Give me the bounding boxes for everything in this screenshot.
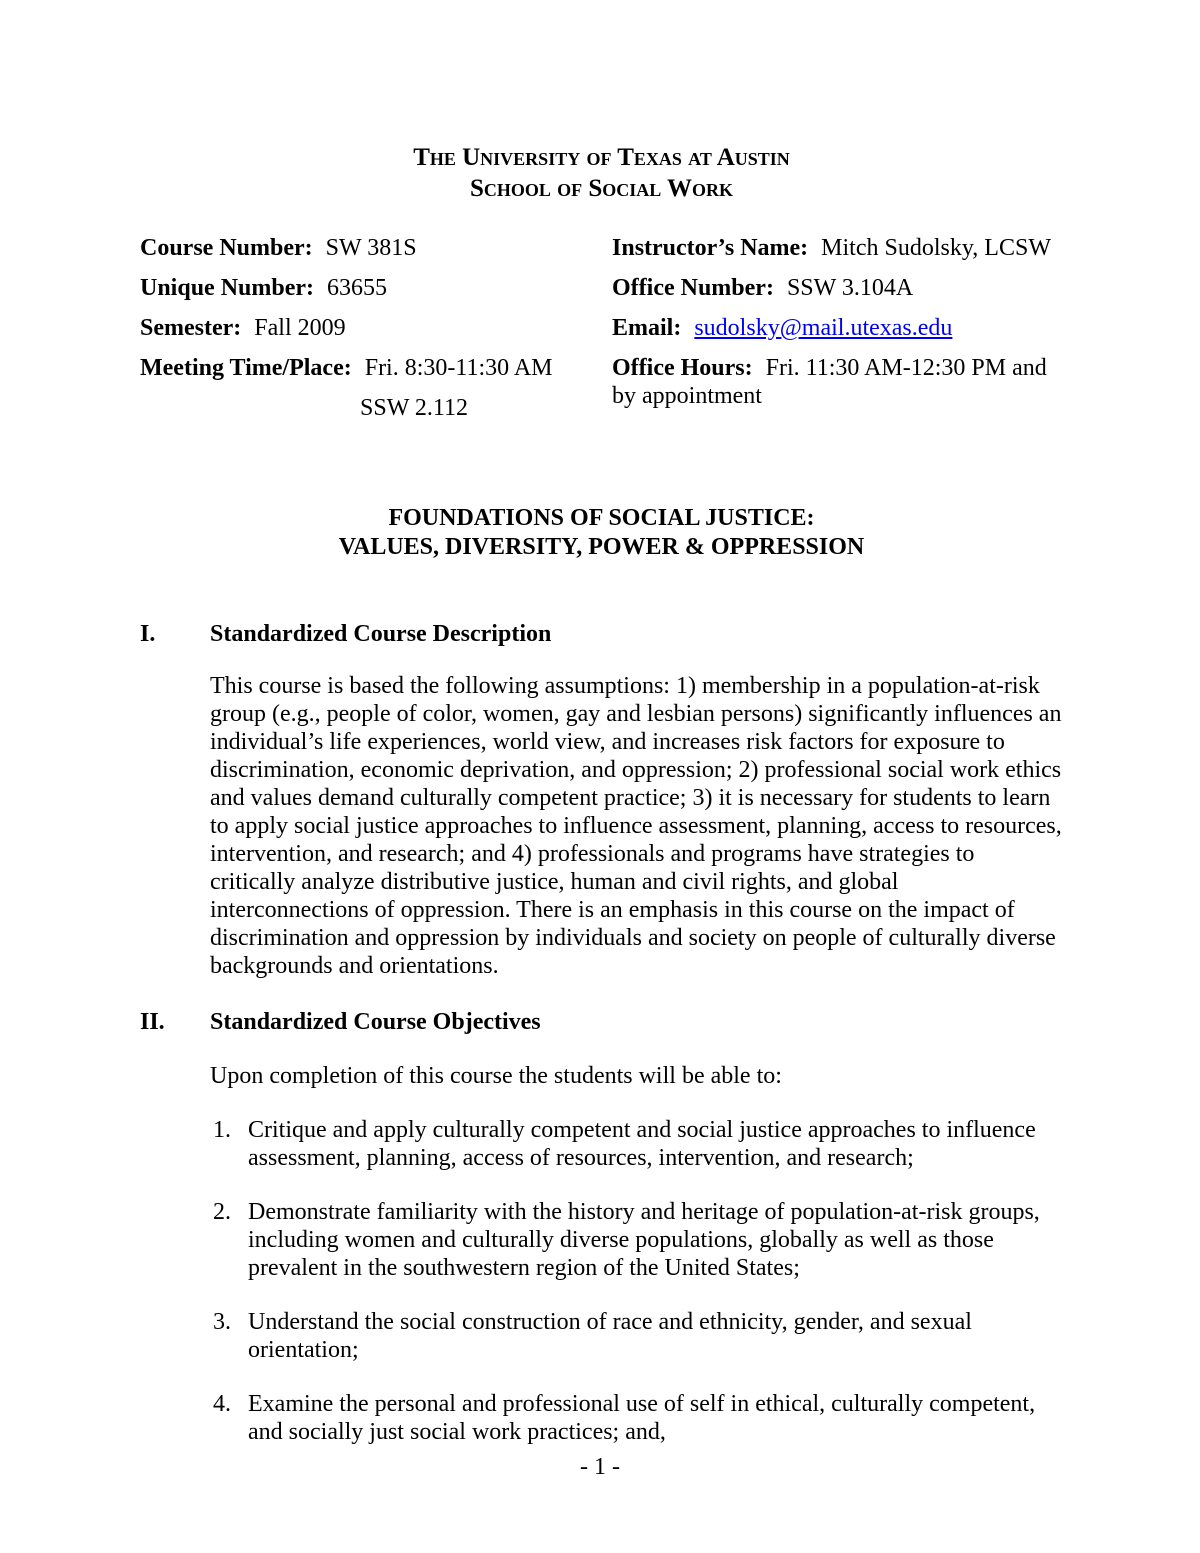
objective-item-4 bbox=[213, 1390, 1063, 1446]
meeting-separator: : bbox=[343, 355, 352, 381]
course-info-block bbox=[140, 234, 1063, 434]
document-header bbox=[140, 142, 1063, 204]
office-number-separator: : bbox=[765, 275, 774, 301]
office-number-label: Office Number bbox=[612, 275, 766, 301]
page-number-footer: - 1 - bbox=[580, 1454, 620, 1480]
objective-4-number: 4. bbox=[213, 1391, 231, 1417]
meeting-time-value: Fri. 8:30-11:30 AM bbox=[364, 355, 553, 381]
office-number-value: SSW 3.104A bbox=[786, 275, 914, 301]
instructor-separator: : bbox=[800, 235, 809, 261]
meeting-place-value: SSW 2.112 bbox=[360, 395, 469, 421]
office-hours-separator: : bbox=[744, 355, 753, 381]
objective-2-text: Demonstrate familiarity with the history and heritage of population-at-risk groups, including women and culturally diverse populations, globally as well as those prevalent in the southwestern region of the United States; bbox=[248, 1199, 1040, 1281]
section-1-heading-text: Standardized Course Description bbox=[210, 621, 552, 647]
course-info-right-column bbox=[612, 234, 1063, 434]
instructor-name-label: Instructor’s Name bbox=[612, 235, 801, 261]
course-title-line2: VALUES, DIVERSITY, POWER & OPPRESSION bbox=[338, 534, 865, 560]
objective-1-text: Critique and apply culturally competent and social justice approaches to influence assessment, planning, access of resources, intervention, and research; bbox=[248, 1117, 1036, 1171]
course-number-value: SW 381S bbox=[325, 235, 417, 261]
semester-separator: : bbox=[233, 315, 242, 341]
section-2-numeral: II. bbox=[140, 1009, 165, 1035]
course-info-left-column bbox=[140, 234, 612, 434]
office-number-row bbox=[612, 274, 1063, 302]
objective-2-number: 2. bbox=[213, 1199, 231, 1225]
course-number-separator: : bbox=[304, 235, 313, 261]
unique-number-separator: : bbox=[306, 275, 315, 301]
semester-row bbox=[140, 314, 612, 342]
unique-number-value: 63655 bbox=[327, 275, 388, 301]
email-link[interactable]: sudolsky@mail.utexas.edu bbox=[694, 315, 953, 341]
meeting-time-place-row bbox=[140, 354, 612, 422]
section-1-numeral: I. bbox=[140, 621, 156, 647]
unique-number-label: Unique Number bbox=[140, 275, 307, 301]
section-2-heading-text: Standardized Course Objectives bbox=[210, 1009, 541, 1035]
objective-1-number: 1. bbox=[213, 1117, 231, 1143]
unique-number-row bbox=[140, 274, 612, 302]
objective-3-number: 3. bbox=[213, 1309, 231, 1335]
section-2-heading bbox=[140, 1008, 1063, 1036]
office-hours-value: Fri. 11:30 AM-12:30 PM and by appointment bbox=[612, 355, 1047, 409]
objective-item-1 bbox=[213, 1116, 1063, 1172]
email-row bbox=[612, 314, 1063, 342]
email-label: Email bbox=[612, 315, 674, 341]
semester-value: Fall 2009 bbox=[254, 315, 346, 341]
course-description-paragraph: This course is based the following assumptions: 1) membership in a population-at-risk group (e.g., people of color, women, gay and lesbian persons) significantly influences an individual’s life experiences, world view, and increases risk factors for exposure to discrimination, economic deprivation, and oppression; 2) professional social work ethics and values demand culturally competent practice; 3) it is necessary for students to learn to apply social justice approaches to influence assessment, planning, access to resources, intervention, and research; and 4) professionals and programs have strategies to critically analyze distributive justice, human and civil rights, and global interconnections of oppression. There is an emphasis in this course on the impact of discrimination and oppression by individuals and society on people of culturally diverse backgrounds and orientations. bbox=[210, 673, 1062, 979]
email-separator: : bbox=[673, 315, 682, 341]
office-hours-label: Office Hours bbox=[612, 355, 745, 381]
course-number-row bbox=[140, 234, 612, 262]
objectives-intro: Upon completion of this course the students will be able to: bbox=[210, 1063, 782, 1089]
meeting-time-place-label: Meeting Time/Place bbox=[140, 355, 344, 381]
instructor-name-value: Mitch Sudolsky, LCSW bbox=[821, 235, 1051, 261]
section-1-heading bbox=[140, 620, 1063, 648]
course-title bbox=[140, 504, 1063, 562]
office-hours-row bbox=[612, 354, 1063, 410]
course-title-line1: FOUNDATIONS OF SOCIAL JUSTICE: bbox=[388, 505, 815, 531]
semester-label: Semester bbox=[140, 315, 234, 341]
objective-item-2 bbox=[213, 1198, 1063, 1282]
instructor-name-row bbox=[612, 234, 1063, 262]
objective-item-3 bbox=[213, 1308, 1063, 1364]
objective-4-text: Examine the personal and professional use of self in ethical, culturally competent, and socially just social work practices; and, bbox=[248, 1391, 1036, 1445]
header-school-line: School of Social Work bbox=[469, 175, 734, 202]
header-university-line: The University of Texas at Austin bbox=[413, 144, 790, 171]
objective-3-text: Understand the social construction of race and ethnicity, gender, and sexual orientation; bbox=[248, 1309, 972, 1363]
course-number-label: Course Number bbox=[140, 235, 305, 261]
